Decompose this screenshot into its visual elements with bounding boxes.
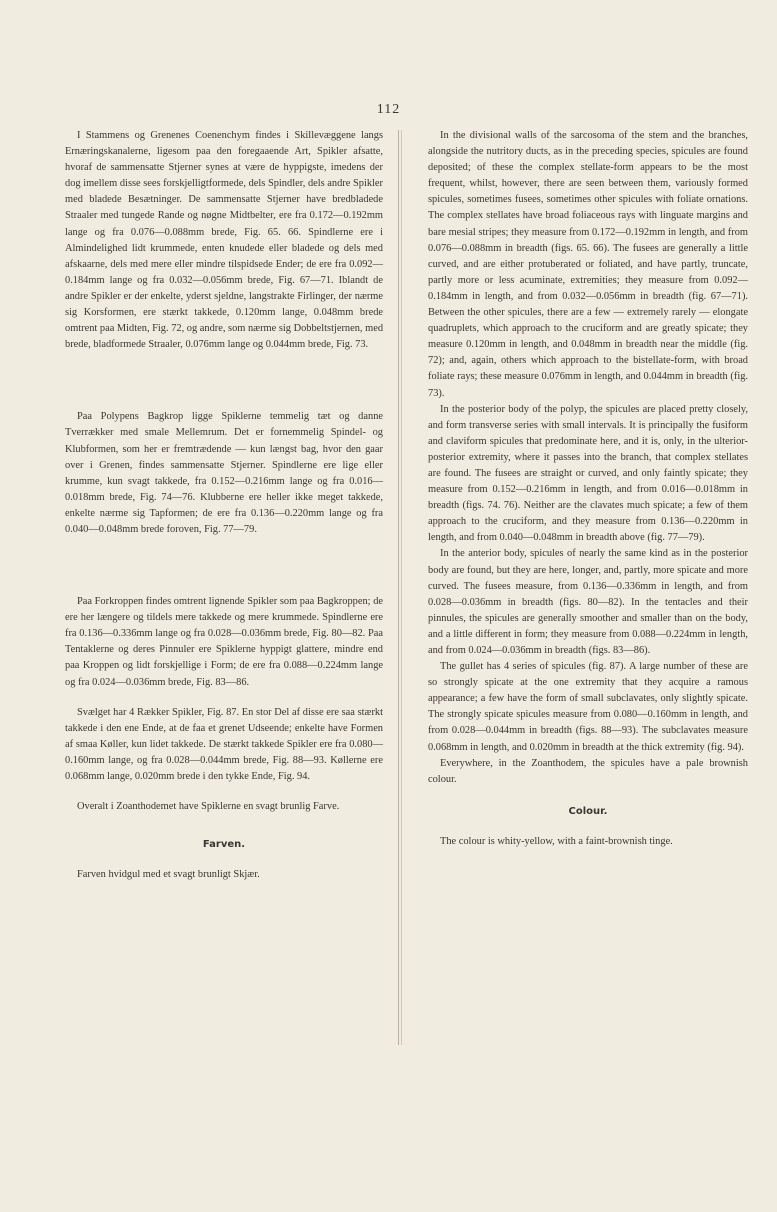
paragraph: In the posterior body of the polyp, the spicules are placed pretty closely, and form transverse series with small intervals. It is principally the fusiform and claviform spicules that predominate here, and it is, only, in the ulterior-posterior extremity, where it passes into the branch, that complex stellates are found. The fusees are straight or curved, and only faintly spicate; they measure from 0.152—0.216mm in length, and from 0.016—0.018mm in breadth (figs. 74. 76). Neither are the clavates much spicate; a few of them approach to the cruciform, and they measure from 0.136—0.220mm in length, and from 0.040—0.048mm in breadth above (fig. 77—79). (428, 403, 748, 544)
paragraph: Svælget har 4 Rækker Spikler, Fig. 87. En stor Del af disse ere saa stærkt takkede i den ene Ende, at de faa et grenet Udseende; enkelte have Formen af smaa Køller, kun lidet takkede. De stærkt takkede Spikler ere fra 0.080—0.160mm lange, og fra 0.028—0.044mm brede, Fig. 88—93. Køllerne ere 0.068mm lange, 0.020mm brede i den tykke Ende, Fig. 94. (65, 706, 383, 782)
paragraph: The colour is whity-yellow, with a faint-brownish tinge. (440, 835, 673, 847)
section-heading: Colour. (568, 805, 608, 817)
paragraph: Paa Polypens Bagkrop ligge Spiklerne temmelig tæt og danne Tverrækker med smale Mellemrum. Det er fornemmelig Spindel- og Klubformen, som her er fremtrædende — kun længst bag, hvor den gaar over i Grenen, findes sammensatte Stjerner. Spindlerne ere lige eller krumme, kun svagt takkede, fra 0.152—0.216mm lange og fra 0.016—0.018mm brede, Fig. 74—76. Klubberne ere heller ikke meget takkede, enkelte nærme sig Tapformen; de ere fra 0.136—0.220mm lange og fra 0.040—0.048mm brede foroven, Fig. 77—79. (65, 411, 383, 535)
section-heading: Farven. (202, 839, 246, 851)
paragraph: In the anterior body, spicules of nearly the same kind as in the posterior body are found, but they are here, longer, and, partly, more spicate and more curved. The fusees measure, from 0.136—0.336mm in length, and from 0.028—0.036mm in breadth (figs. 80—82). In the tentacles and their pinnules, the spicules are generally smoother and smaller than on the body, and a little different in form; they measure from 0.088—0.224mm in length, and from 0.024—0.036mm in breadth (figs. 83—86). (428, 548, 748, 656)
paragraph: Farven hvidgul med et svagt brunligt Skjær. (77, 869, 260, 881)
paragraph: Paa Forkroppen findes omtrent lignende Spikler som paa Bagkroppen; de ere her længere og tildels mere takkede og mere krummede. Spindlerne ere fra 0.136—0.336mm lange og fra 0.028—0.036mm brede, Fig. 80—82. Paa Tentaklerne og deres Pinnuler ere Spiklerne hyppigt glattere, mindre end paa Kroppen og lidt forskjellige i Form; de ere fra 0.088—0.224mm lange og fra 0.024—0.036mm brede, Fig. 83—86. (65, 596, 383, 688)
page-number: 112 (376, 102, 401, 117)
paragraph: Everywhere, in the Zoanthodem, the spicules have a pale brownish colour. (428, 757, 748, 785)
paragraph: I Stammens og Grenenes Coenenchym findes i Skillevæggene langs Ernæringskanalerne, ligesom paa den foregaaende Art, Spikler afsatte, hvoraf de sammensatte Stjerner synes at være de hyppigste, imedens der dog imellem disse sees forskjelligtformede, dels Spindler, dels andre Spikler med bladede Besætninger. De sammensatte Stjerner have bredbladede Straaler med tungede Rande og nøgne Midtbelter, ere fra 0.172—0.192mm lange og fra 0.076—0.088mm brede, Fig. 65. 66. Spindlerne ere i Almindelighed lidt krummede, enten knudede eller bladede og dels med afskaarne, dels med mere eller mindre tilspidsede Ender; de ere fra 0.092—0.184mm lange og fra 0.032—0.056mm brede, Fig. 67—71. Iblandt de andre Spikler er der enkelte, yderst sjeldne, langstrakte Firlinger, der nærme sig Korsformen, ere stærkt takkede, 0.120mm lange, 0.048mm brede omtrent paa Midten, Fig. 72, og andre, som nærme sig Dobbeltstjernen, med brede, bladformede Straaler, 0.076mm lange og 0.044mm brede, Fig. 73. (65, 130, 384, 351)
paragraph: The gullet has 4 series of spicules (fig. 87). A large number of these are so strongly spicate at the one extremity that they acquire a ramous appearance; a few have the form of small subclavates, only slightly spicate. The strongly spicate spicules measure from 0.080—0.160mm in length, and from 0.028—0.044mm in breadth (figs. 88—93). The subclavates measure 0.068mm in length, and 0.020mm in breadth at the thick extremity (fig. 94). (428, 661, 748, 753)
column-divider-inner (401, 130, 402, 1045)
left-column-danish (65, 128, 383, 883)
paragraph: Overalt i Zoanthodemet have Spiklerne en svagt brunlig Farve. (77, 801, 340, 813)
right-column-english (428, 128, 748, 850)
column-divider (398, 130, 399, 1045)
paragraph: In the divisional walls of the sarcosoma of the stem and the branches, alongside the nutritory ducts, as in the preceding species, spicules are found deposited; of these the complex stellate-form appears to be the most frequent, whilst, however, there are seen between them, variously formed spicules, sometimes fusees, sometimes other spicules with foliate ornations. The complex stellates have broad foliaceous rays with linguate margins and bare mesial stripes; they measure from 0.172—0.192mm in length, and from 0.076—0.088mm in breadth (figs. 65. 66). The fusees are generally a little curved, and are either protuberated or foliated, and have partly, truncate, partly more or less acuminate, extremities; they measure from 0.092—0.184mm in length, and from 0.032—0.056mm in breadth (fig. 67—71). Between the other spicules, there are a few — extremely rarely — elongate quadruplets, which approach to the cruciform and are greatly spicate; they measure 0.120mm in length, and 0.048mm in breadth near the middle (fig. 72); and, again, others which approach to the bistellate-form, with broad foliate rays; these measure 0.076mm in length, and 0.044mm in breadth (fig. 73). (428, 130, 748, 399)
